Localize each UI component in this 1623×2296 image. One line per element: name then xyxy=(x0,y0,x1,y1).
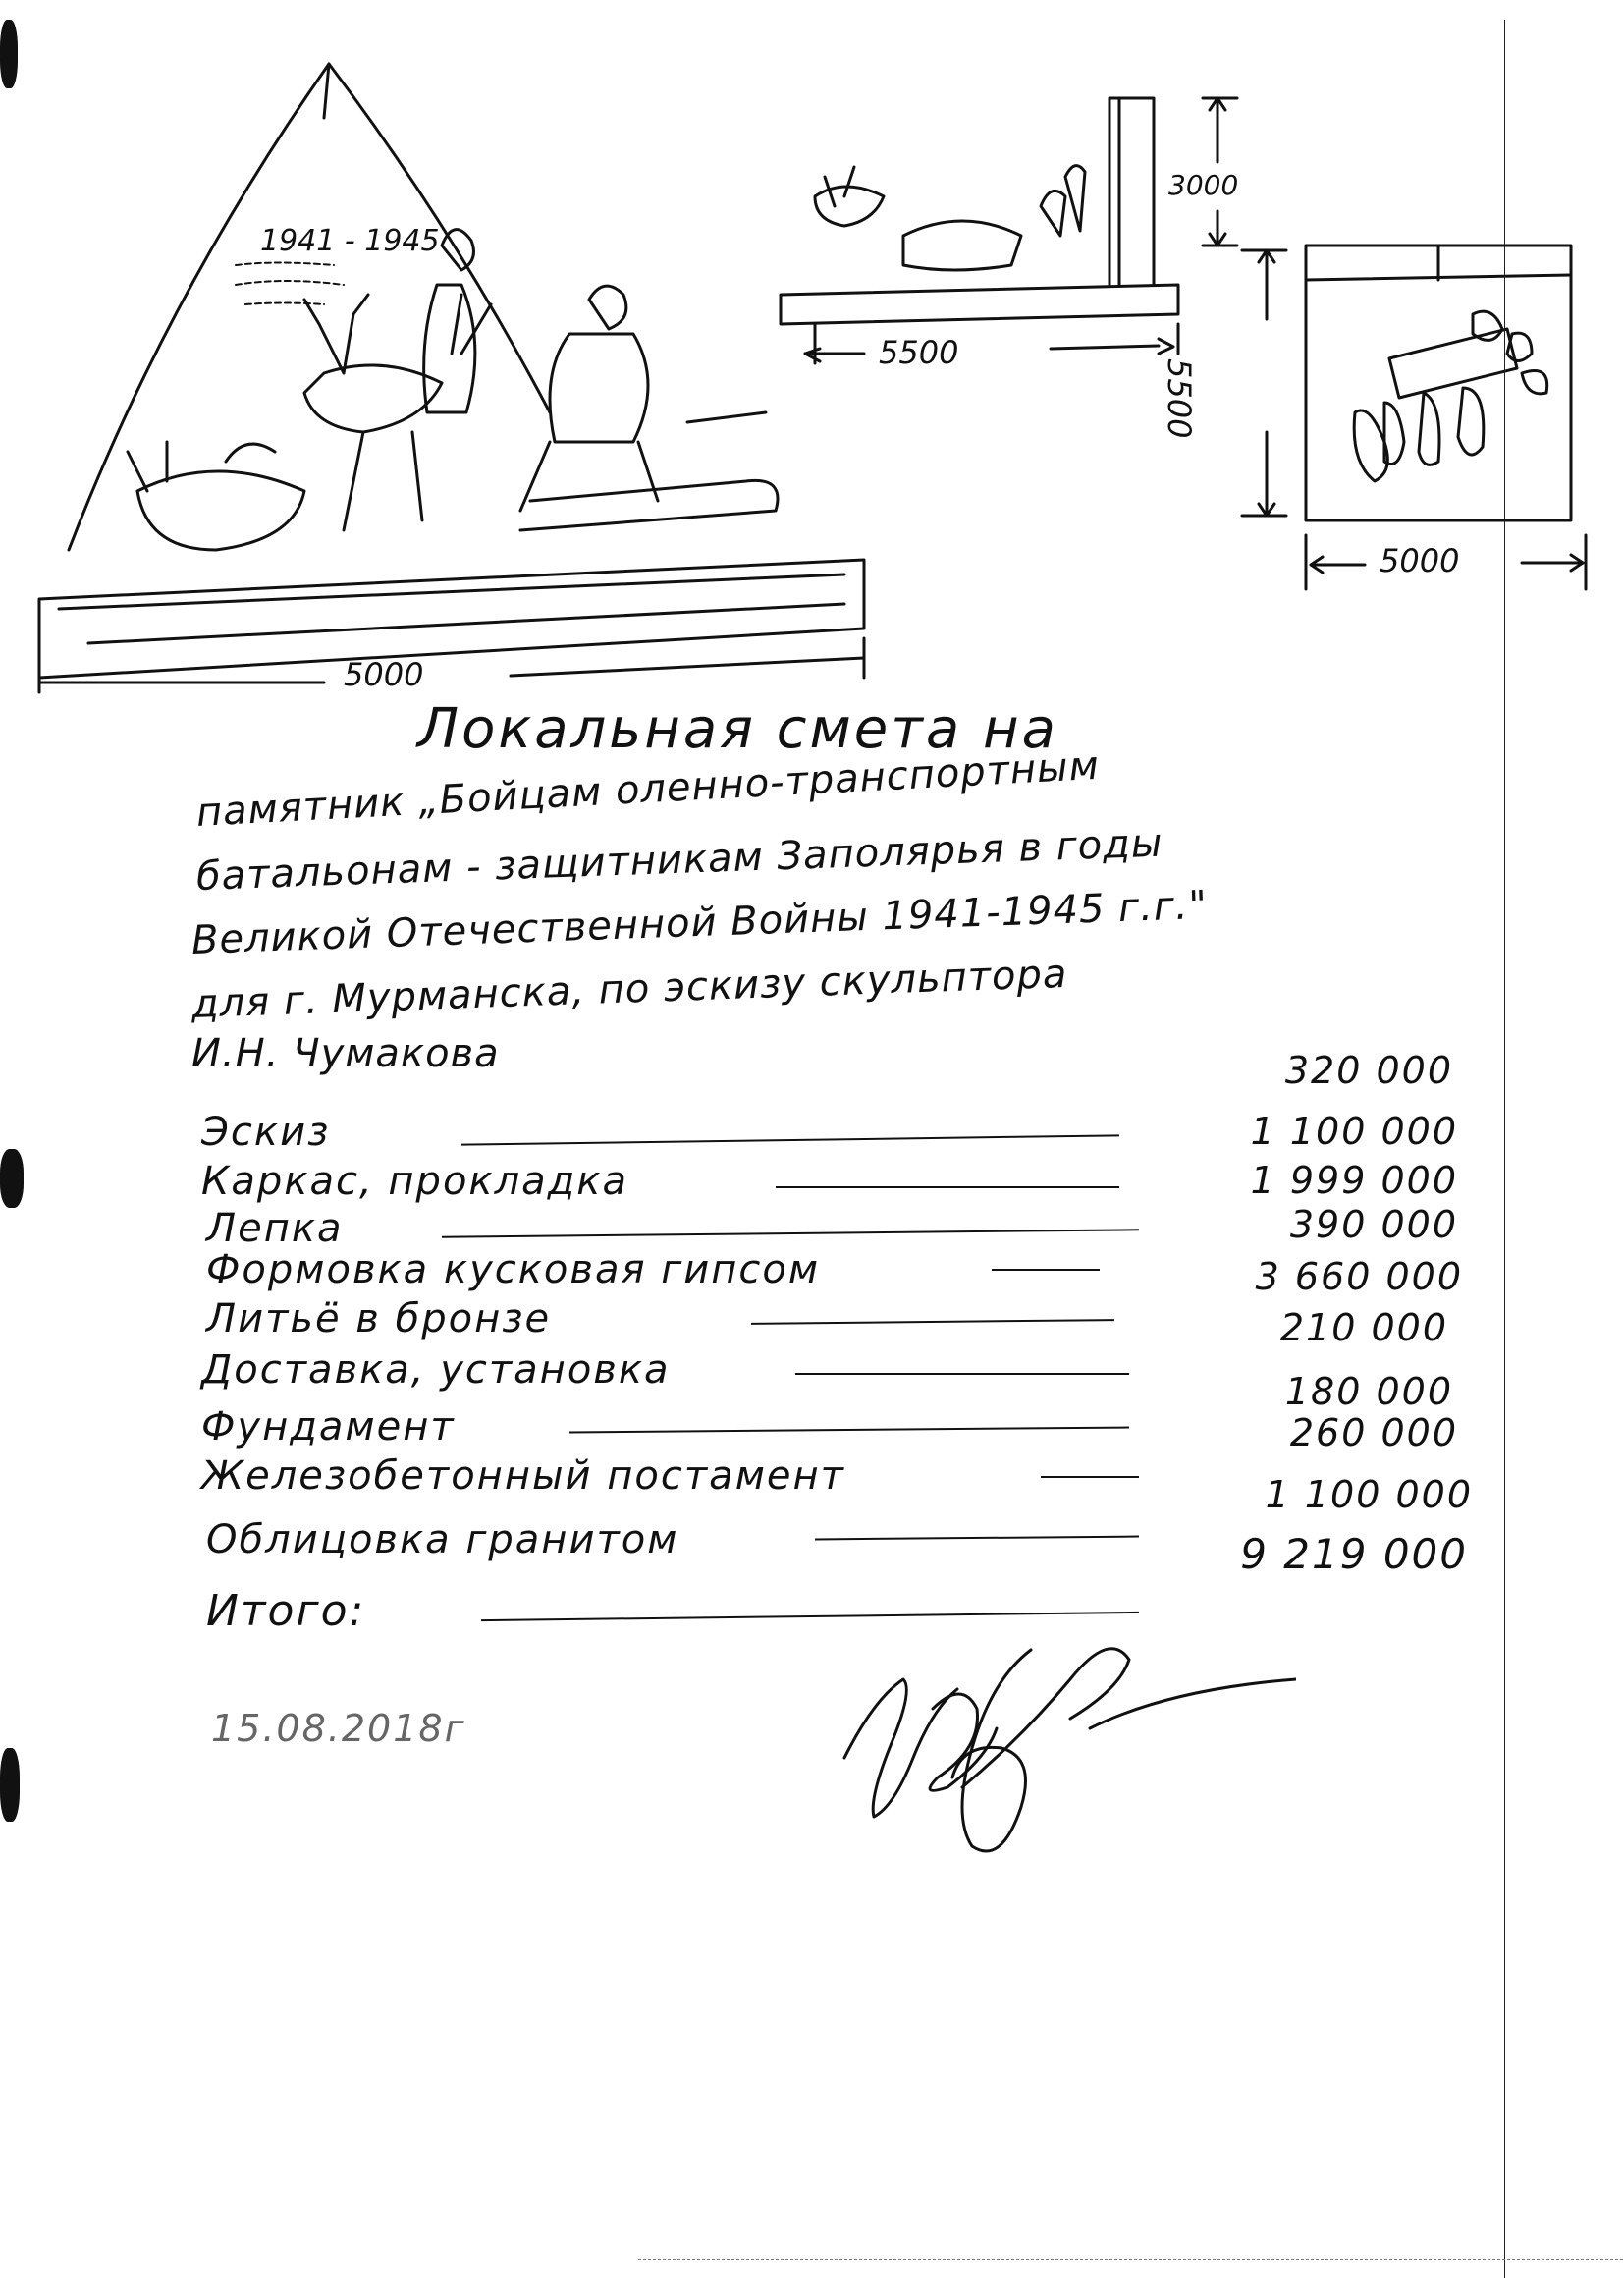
margin-line xyxy=(1504,20,1505,2278)
item-label: Железобетонный постамент xyxy=(201,1453,845,1499)
item-value: 390 000 xyxy=(1289,1203,1458,1246)
handwritten-signature xyxy=(805,1611,1296,1886)
sketch-years-label: 1941 - 1945 xyxy=(260,224,440,258)
leader-line xyxy=(776,1186,1119,1188)
bottom-dashed-line xyxy=(638,2259,1623,2260)
leader-line xyxy=(442,1229,1139,1237)
side-height-label: 3000 xyxy=(1168,169,1239,201)
subtitle-line: И.Н. Чумакова xyxy=(191,1031,500,1076)
subtitle-line: Великой Отечественной Войны 1941-1945 г.г." xyxy=(190,882,1209,963)
leader-line xyxy=(751,1319,1114,1325)
total-value: 9 219 000 xyxy=(1240,1530,1468,1578)
subtitle-line: для г. Мурманска, по эскизу скульптора xyxy=(190,951,1069,1027)
subtitle-line: батальонам - защитникам Заполярья в годы xyxy=(195,820,1164,900)
leader-line xyxy=(461,1134,1119,1145)
item-value: 1 100 000 xyxy=(1265,1473,1473,1516)
front-width-label: 5000 xyxy=(344,656,424,693)
item-label: Эскиз xyxy=(201,1110,331,1155)
plan-width-label: 5000 xyxy=(1380,542,1460,579)
subtitle-line: памятник „Бойцам оленно-транспортным xyxy=(194,742,1101,836)
item-value: 1 100 000 xyxy=(1250,1110,1458,1153)
item-label: Каркас, прокладка xyxy=(201,1159,628,1204)
total-label: Итого: xyxy=(206,1586,366,1636)
item-value: 1 999 000 xyxy=(1250,1159,1458,1202)
side-width-label: 5500 xyxy=(879,334,959,371)
leader-line xyxy=(569,1427,1129,1434)
item-value: 320 000 xyxy=(1284,1049,1453,1092)
item-label: Облицовка гранитом xyxy=(206,1517,679,1562)
item-label: Фундамент xyxy=(201,1404,456,1449)
leader-line xyxy=(1041,1476,1139,1478)
leader-line xyxy=(795,1373,1129,1375)
item-label: Литьё в бронзе xyxy=(206,1296,552,1341)
item-value: 180 000 xyxy=(1284,1370,1453,1413)
plan-depth-label: 5500 xyxy=(1161,358,1198,439)
scan-mark xyxy=(0,1149,24,1208)
monument-plan-view-sketch xyxy=(1242,246,1586,589)
monument-sketches xyxy=(0,0,1623,707)
item-label: Формовка кусковая гипсом xyxy=(206,1247,821,1292)
leader-line xyxy=(815,1536,1139,1541)
monument-side-view-sketch xyxy=(781,98,1237,363)
scan-mark xyxy=(0,1748,20,1822)
scan-mark xyxy=(0,20,18,88)
document-title: Локальная смета на xyxy=(417,697,1058,761)
item-label: Доставка, установка xyxy=(201,1347,671,1393)
item-value: 210 000 xyxy=(1279,1306,1448,1349)
document-date: 15.08.2018г xyxy=(211,1707,466,1750)
leader-line xyxy=(992,1269,1100,1271)
item-value: 3 660 000 xyxy=(1255,1255,1463,1298)
item-label: Лепка xyxy=(206,1206,344,1251)
monument-perspective-sketch xyxy=(39,64,864,692)
item-value: 260 000 xyxy=(1289,1411,1458,1454)
